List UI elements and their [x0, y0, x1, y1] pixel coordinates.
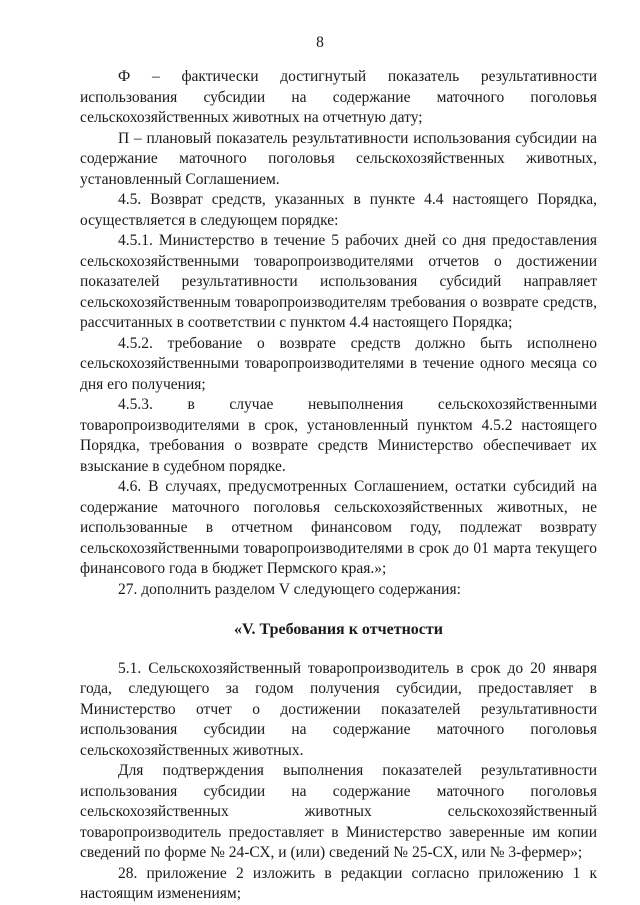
paragraph-p-definition: П – плановый показатель результативности использования субсидии на содержание маточного поголовья сельскохозяйственных животных, установленный Соглашением. — [80, 129, 597, 188]
paragraph-5-1: 5.1. Сельскохозяйственный товаропроизводитель в срок до 20 января года, следующего за годом получения субсидии, предоставляет в Министерство отчет о достижении показателей результативности использования субсидии на содержание маточного поголовья сельскохозяйственных животных. — [80, 659, 597, 759]
page-number: 8 — [316, 34, 324, 51]
document-body — [80, 67, 597, 905]
paragraph-4-6: 4.6. В случаях, предусмотренных Соглашением, остатки субсидий на содержание маточного поголовья сельскохозяйственных животных, не использованные в отчетном финансовом году, подлежат возврату сельскохозяйственными товаропроизводителями в срок до 01 марта текущего финансового года в бюджет Пермского края.»; — [80, 478, 597, 577]
paragraph-4-5-1: 4.5.1. Министерство в течение 5 рабочих дней со дня предоставления сельскохозяйственными товаропроизводителями отчетов о достижении показателей результативности использования субсидий направляет сельскохозяйственным товаропроизводителям требования о возврате средств, рассчитанных в соответствии с пунктом 4.4 настоящего Порядка; — [80, 232, 597, 331]
paragraph-27: 27. дополнить разделом V следующего содержания: — [118, 580, 461, 598]
paragraph-confirmation: Для подтверждения выполнения показателей результативности использования субсидии на содержание маточного поголовья сельскохозяйственных животных сельскохозяйственный товаропроизводитель предоставляет в Министерство заверенные им копии сведений по форме № 24-СХ, и (или) сведений № 25-СХ, или № 3-фермер»; — [80, 762, 597, 861]
paragraph-4-5-2: 4.5.2. требование о возврате средств должно быть исполнено сельскохозяйственными товаропроизводителями в течение одного месяца со дня его получения; — [80, 334, 597, 393]
paragraph-28: 28. приложение 2 изложить в редакции согласно приложению 1 к настоящим изменениям; — [80, 864, 597, 902]
paragraph-4-5: 4.5. Возврат средств, указанных в пункте 4.4 настоящего Порядка, осуществляется в следующем порядке: — [80, 191, 597, 229]
paragraph-f-definition: Ф – фактически достигнутый показатель результативности использования субсидии на содержание маточного поголовья сельскохозяйственных животных на отчетную дату; — [80, 68, 597, 126]
section-heading: «V. Требования к отчетности — [234, 621, 443, 638]
paragraph-4-5-3: 4.5.3. в случае невыполнения сельскохозяйственными товаропроизводителями в срок, установленный пунктом 4.5.2 настоящего Порядка, требования о возврате средств Министерство обеспечивает их взыскание в судебном порядке. — [80, 396, 597, 475]
